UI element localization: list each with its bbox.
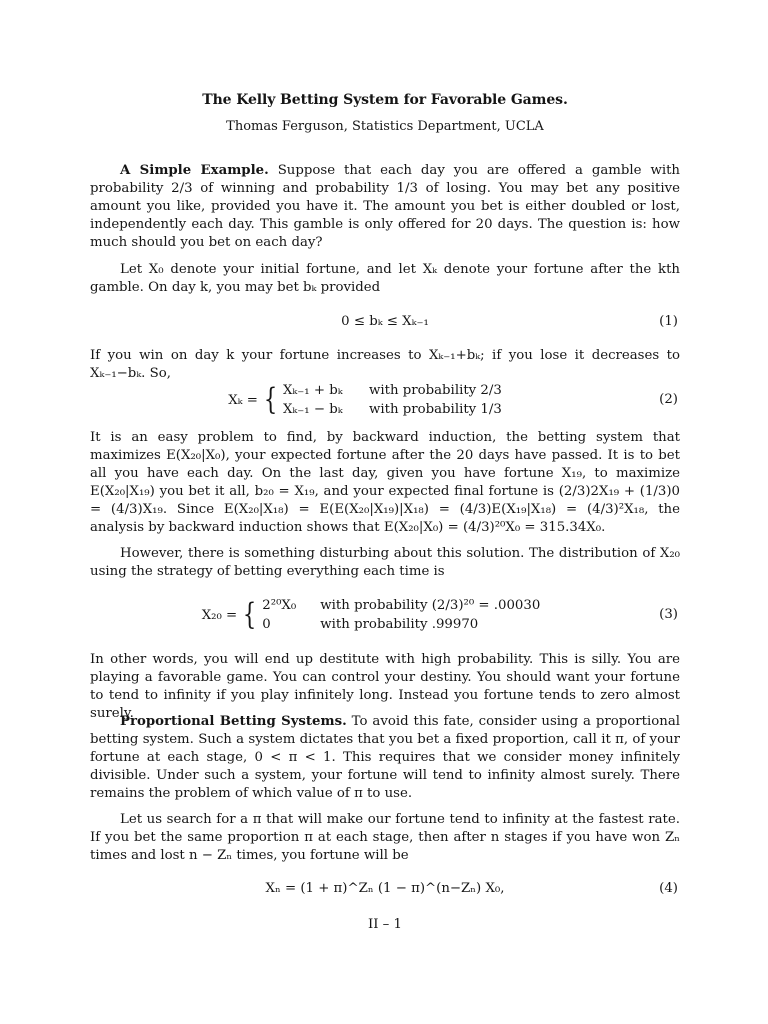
equation-body: 0 ≤ bₖ ≤ Xₖ₋₁ xyxy=(341,314,429,329)
paragraph-fortune-definition: Let X₀ denote your initial fortune, and let Xₖ denote your fortune after the kth gamble. On day k, you may bet bₖ provided xyxy=(90,262,680,295)
paragraph-simple-example xyxy=(90,162,680,252)
equation-2 xyxy=(90,381,680,421)
left-brace-icon: { xyxy=(243,597,257,632)
equation-4 xyxy=(90,881,680,901)
equation-lhs: X₂₀ = xyxy=(201,607,238,623)
paper-title: The Kelly Betting System for Favorable Games. xyxy=(202,92,568,108)
equation-body: Xₙ = (1 + π)^Zₙ (1 − π)^(n−Zₙ) X₀, xyxy=(265,881,505,896)
equation-3 xyxy=(90,596,680,636)
equation-1 xyxy=(90,314,680,334)
paragraph-backward-induction: It is an easy problem to find, by backward induction, the betting system that maximizes E(X₂₀|X₀), your expected fortune after the 20 days have passed. It is to bet all you have each day. On the last day, given you have fortune X₁₉, to maximize E(X₂₀|X₁₉) you bet it all, b₂₀ = X₁₉, and your expected final fortune is (2/3)2X₁₉ + (1/3)0 = (4/3)X₁₉. Since E(X₂₀|X₁₈) = E(E(X₂₀|X₁₉)|X₁₈) = (4/3)E(X₁₉|X₁₈) = (4/3)²X₁₈, the analysis by backward induction shows that E(X₂₀|X₀) = (4/3)²⁰X₀ = 315.34X₀. xyxy=(90,430,680,535)
case-row-2-condition: with probability .99970 xyxy=(320,617,479,632)
paragraph-disturbing: However, there is something disturbing about this solution. The distribution of X₂₀ using the strategy of betting everything each time is xyxy=(90,546,680,579)
case-row-1-condition: with probability (2/3)²⁰ = .00030 xyxy=(320,598,541,613)
paragraph-search-pi: Let us search for a π that will make our fortune tend to infinity at the fastest rate. If you bet the same proportion π at each stage, then after n stages if you have won Zₙ times and lost n − Zₙ times, you fortune will be xyxy=(90,812,680,863)
equation-number: (3) xyxy=(659,607,678,622)
case-row-2-condition: with probability 1/3 xyxy=(368,402,502,417)
equation-number: (2) xyxy=(659,392,678,407)
equation-number: (1) xyxy=(659,314,678,329)
paragraph-proportional-betting xyxy=(90,713,680,803)
section-heading-simple-example: A Simple Example. xyxy=(120,163,269,178)
page-number: II – 1 xyxy=(367,917,403,932)
paragraph-text: Suppose that each day you are offered a gamble with probability 2/3 of winning and probability 1/3 of losing. You may bet any positive amount you like, provided you have it. The amount you bet is either doubled or lost, independently each day. This gamble is only offered for 20 days. The question is: how much should you bet on each day? xyxy=(90,163,680,250)
paragraph-text: To avoid this fate, consider using a proportional betting system. Such a system dictates that you bet a fixed proportion, call it π, of your fortune at each stage, 0 < π < 1. This requires that we consider money infinitely divisible. Under such a system, your fortune will tend to infinity almost surely. There remains the problem of which value of π to use. xyxy=(90,714,680,801)
author-line: Thomas Ferguson, Statistics Department, UCLA xyxy=(226,119,544,134)
case-row-2-expression: 0 xyxy=(262,617,271,632)
left-brace-icon: { xyxy=(263,382,278,417)
case-row-1-condition: with probability 2/3 xyxy=(368,383,502,398)
case-row-1-expression: Xₖ₋₁ + bₖ xyxy=(282,383,343,398)
equation-number: (4) xyxy=(659,881,678,896)
case-row-2-expression: Xₖ₋₁ − bₖ xyxy=(282,402,343,417)
section-heading-proportional-betting: Proportional Betting Systems. xyxy=(120,714,347,729)
paragraph-win-lose: If you win on day k your fortune increases to Xₖ₋₁+bₖ; if you lose it decreases to Xₖ₋₁−bₖ. So, xyxy=(90,348,680,381)
case-row-1-expression: 2²⁰X₀ xyxy=(262,598,297,613)
equation-lhs: Xₖ = xyxy=(228,392,258,408)
paragraph-destitute: In other words, you will end up destitute with high probability. This is silly. You are playing a favorable game. You can control your destiny. You should want your fortune to tend to infinity if you play infinitely long. Instead you fortune tends to zero almost surely. xyxy=(90,652,680,721)
